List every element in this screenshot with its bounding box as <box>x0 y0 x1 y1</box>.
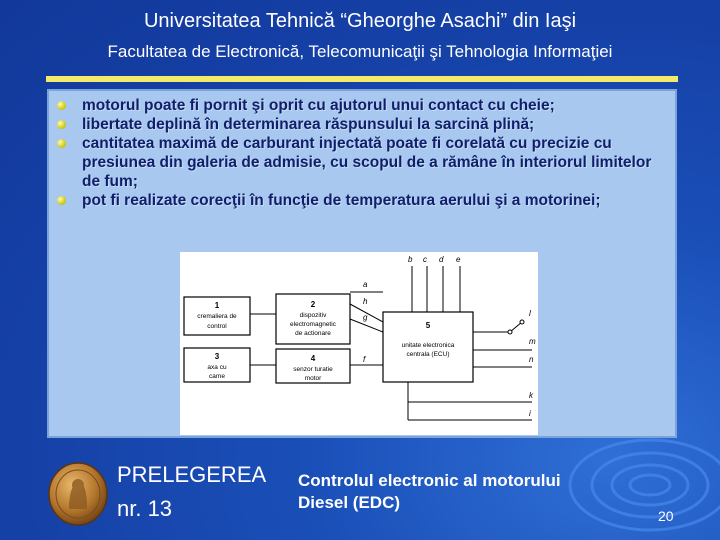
block-label: centrala (ECU) <box>406 351 450 358</box>
block-label: de actionare <box>295 330 331 337</box>
topic-line: Diesel (EDC) <box>298 493 401 512</box>
bullet-text: pot fi realizate corecţii în funcţie de temperatura aerului şi a motorinei; <box>82 192 601 209</box>
block-label: control <box>207 323 227 330</box>
signal-label: a <box>363 280 368 289</box>
bullet-dot-icon <box>57 120 66 129</box>
list-item <box>52 191 672 210</box>
list-item <box>52 96 672 115</box>
block-number: 3 <box>214 352 220 361</box>
list-item <box>52 115 672 134</box>
signal-label: m <box>529 337 536 346</box>
list-item <box>52 134 672 191</box>
page-number: 20 <box>658 508 674 524</box>
block-label: cremaliera de <box>197 313 237 320</box>
block-number: 5 <box>425 321 431 330</box>
block-label: dispozitiv <box>299 312 327 319</box>
signal-label: b <box>408 255 413 264</box>
bullet-dot-icon <box>57 139 66 148</box>
lecture-title <box>117 458 266 526</box>
signal-label: f <box>363 355 366 364</box>
block-label: unitate electronica <box>401 342 455 349</box>
signal-label: l <box>529 309 531 318</box>
block-label: motor <box>304 375 322 382</box>
edc-block-diagram <box>180 252 538 435</box>
yellow-divider <box>46 76 678 82</box>
signal-label: g <box>363 313 368 322</box>
bullet-list <box>52 96 672 210</box>
block-number: 4 <box>310 354 316 363</box>
university-medal-icon <box>47 461 109 527</box>
signal-label: h <box>363 297 368 306</box>
block-label: axa cu <box>207 364 227 371</box>
signal-label: k <box>529 391 533 400</box>
bullet-text: libertate deplină în determinarea răspunsului la sarcină plină; <box>82 116 535 133</box>
block-number: 2 <box>310 300 316 309</box>
lecture-topic <box>298 470 561 514</box>
bullet-dot-icon <box>57 196 66 205</box>
page-title: Universitatea Tehnică “Gheorghe Asachi” din Iaşi <box>143 10 577 32</box>
signal-label: i <box>529 409 531 418</box>
bullet-dot-icon <box>57 101 66 110</box>
signal-label: n <box>529 355 534 364</box>
bullet-text: cantitatea maximă de carburant injectată poate fi corelată cu precizie cu presiunea din galeria de admisie, cu scopul de a rămâne în interiorul limitelor de fum; <box>82 135 652 190</box>
page-subtitle: Facultatea de Electronică, Telecomunicaţii şi Tehnologia Informaţiei <box>107 42 613 61</box>
block-label: senzor turatie <box>293 366 333 373</box>
block-number: 1 <box>214 301 220 310</box>
block-label: came <box>209 373 225 380</box>
lecture-number: nr. 13 <box>117 496 173 521</box>
signal-label: d <box>439 255 444 264</box>
lecture-label: PRELEGEREA <box>117 462 267 487</box>
signal-label: c <box>423 255 427 264</box>
bullet-text: motorul poate fi pornit şi oprit cu ajutorul unui contact cu cheie; <box>82 97 555 114</box>
topic-line: Controlul electronic al motorului <box>298 471 561 490</box>
signal-label: e <box>456 255 461 264</box>
block-label: electromagnetic <box>290 321 336 328</box>
